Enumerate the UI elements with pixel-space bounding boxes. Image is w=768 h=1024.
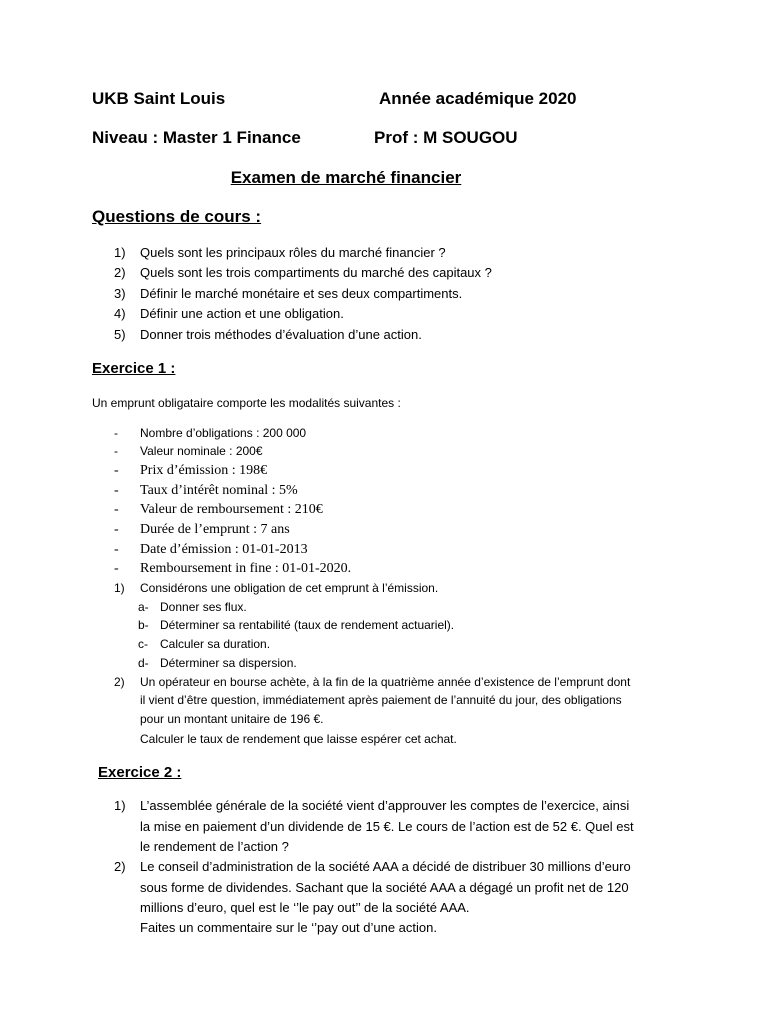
question-5: 5) Donner trois méthodes d’évaluation d’une action. <box>114 327 422 342</box>
exercise-2-question-1-line-2: la mise en paiement d’un dividende de 15 €. Le cours de l’action est de 52 €. Quel est <box>140 819 634 834</box>
bullet-duree: - Durée de l’emprunt : 7 ans <box>114 522 290 537</box>
exercise-2-question-2-line-3: millions d’euro, quel est le ‘’le pay out’’ de la société AAA. <box>140 900 470 915</box>
exercise-1-question-2-line-4: Calculer le taux de rendement que laisse espérer cet achat. <box>140 732 457 746</box>
exercise-2-heading: Exercice 2 : <box>98 764 182 781</box>
sub-question-b: b- Déterminer sa rentabilité (taux de rendement actuariel). <box>138 618 455 632</box>
sub-question-a: a- Donner ses flux. <box>138 600 247 614</box>
exercise-2-question-1-line-1: L’assemblée générale de la société vient d’approuver les comptes de l’exercice, ainsi <box>140 798 630 813</box>
exercise-2-question-2-line-2: sous forme de dividendes. Sachant que la société AAA a dégagé un profit net de 120 <box>140 880 629 895</box>
exercise-1-question-2-line-2: il vient d’être question, immédiatement après paiement de l’annuité du jour, des obligations <box>140 693 622 707</box>
exercise-1-intro: Un emprunt obligataire comporte les modalités suivantes : <box>92 396 401 410</box>
question-4: 4) Définir une action et une obligation. <box>114 306 344 321</box>
question-3: 3) Définir le marché monétaire et ses deux compartiments. <box>114 286 463 301</box>
bullet-remboursement: - Valeur de remboursement : 210€ <box>114 502 323 517</box>
exercise-1-question-2-num: 2) <box>114 675 125 689</box>
bullet-in-fine: - Remboursement in fine : 01-01-2020. <box>114 561 352 576</box>
bullet-taux: - Taux d’intérêt nominal : 5% <box>114 483 298 498</box>
exercise-1-question-2-line-3: pour un montant unitaire de 196 €. <box>140 712 324 726</box>
exam-title: Examen de marché financier <box>230 168 462 187</box>
bullet-obligations: - Nombre d’obligations : 200 000 <box>114 426 307 440</box>
school-name: UKB Saint Louis <box>92 89 226 108</box>
exercise-1-question-1: 1) Considérons une obligation de cet emprunt à l’émission. <box>114 581 439 595</box>
bullet-prix-emission: - Prix d’émission : 198€ <box>114 463 268 478</box>
sub-question-d: d- Déterminer sa dispersion. <box>138 656 297 670</box>
bullet-nominal: - Valeur nominale : 200€ <box>114 444 263 458</box>
question-2: 2) Quels sont les trois compartiments du marché des capitaux ? <box>114 265 492 280</box>
academic-year: Année académique 2020 <box>379 89 577 108</box>
professor: Prof : M SOUGOU <box>374 128 518 147</box>
sub-question-c: c- Calculer sa duration. <box>138 637 271 651</box>
exercise-2-question-2-num: 2) <box>114 859 126 874</box>
bullet-date-emission: - Date d’émission : 01-01-2013 <box>114 542 308 557</box>
exercise-2-question-2-line-4: Faites un commentaire sur le ‘’pay out d’une action. <box>140 920 437 935</box>
question-1: 1) Quels sont les principaux rôles du marché financier ? <box>114 245 446 260</box>
exercise-1-heading: Exercice 1 : <box>92 360 176 377</box>
exercise-2-question-2-line-1: Le conseil d’administration de la société AAA a décidé de distribuer 30 millions d’euro <box>140 859 631 874</box>
exercise-2-question-1-line-3: le rendement de l’action ? <box>140 839 289 854</box>
questions-heading: Questions de cours : <box>92 207 262 226</box>
exercise-1-question-2-line-1: Un opérateur en bourse achète, à la fin de la quatrième année d’existence de l’emprunt dont <box>140 675 631 689</box>
exercise-2-question-1-num: 1) <box>114 798 126 813</box>
level: Niveau : Master 1 Finance <box>92 128 301 147</box>
